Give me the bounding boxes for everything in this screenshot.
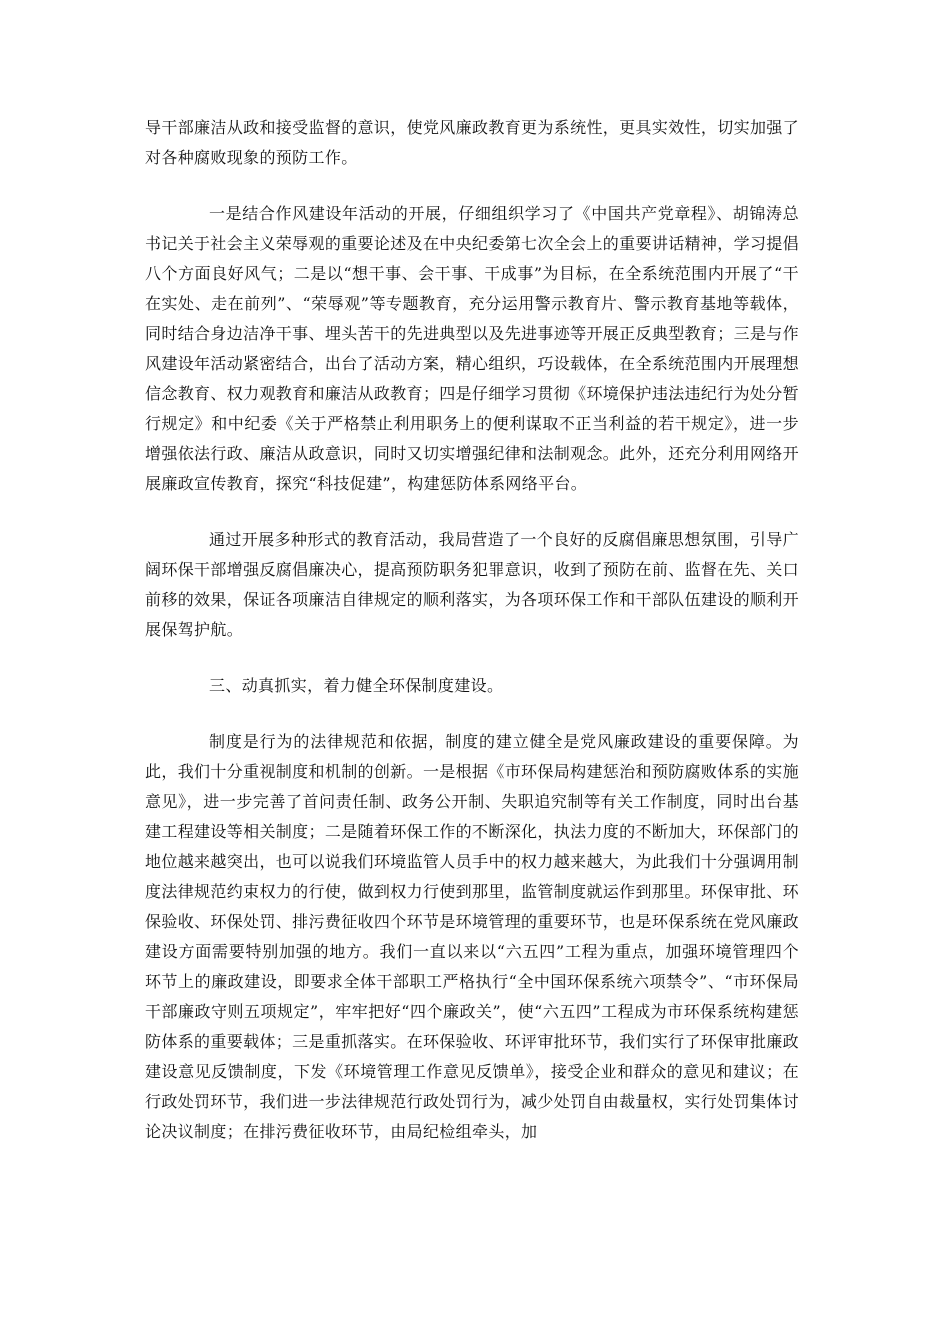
section-heading: 三、动真抓实，着力健全环保制度建设。 <box>209 676 504 695</box>
paragraph-education-results: 通过开展多种形式的教育活动，我局营造了一个良好的反腐倡廉思想氛围，引导广阔环保干部增强反腐倡廉决心，提高预防职务犯罪意识，收到了预防在前、监督在先、关口前移的效果，保证各项廉洁自律规定的顺利落实，为各项环保工作和干部队伍建设的顺利开展保驾护航。 <box>145 530 800 639</box>
paragraph-continuation: 导干部廉洁从政和接受监督的意识，使党风廉政教育更为系统性，更具实效性，切实加强了对各种腐败现象的预防工作。 <box>145 118 800 167</box>
paragraph-education-measures: 一是结合作风建设年活动的开展，仔细组织学习了《中国共产党章程》、胡锦涛总书记关于社会主义荣辱观的重要论述及在中央纪委第七次全会上的重要讲话精神，学习提倡八个方面良好风气；二是以“想干事、会干事、干成事”为目标，在全系统范围内开展了“干在实处、走在前列”、“荣辱观”等专题教育，充分运用警示教育片、警示教育基地等载体，同时结合身边洁净干事、埋头苦干的先进典型以及先进事迹等开展正反典型教育；三是与作风建设年活动紧密结合，出台了活动方案，精心组织，巧设载体，在全系统范围内开展理想信念教育、权力观教育和廉洁从政教育；四是仔细学习贯彻《环境保护违法违纪行为处分暂行规定》和中纪委《关于严格禁止利用职务上的便利谋取不正当利益的若干规定》，进一步增强依法行政、廉洁从政意识，同时又切实增强纪律和法制观念。此外，还充分利用网络开展廉政宣传教育，探究“科技促建”，构建惩防体系网络平台。 <box>145 204 800 493</box>
document-page <box>145 113 799 1173</box>
paragraph-system-building: 制度是行为的法律规范和依据，制度的建立健全是党风廉政建设的重要保障。为此，我们十分重视制度和机制的创新。一是根据《市环保局构建惩治和预防腐败体系的实施意见》，进一步完善了首问责任制、政务公开制、失职追究制等有关工作制度，同时出台基建工程建设等相关制度；二是随着环保工作的不断深化，执法力度的不断加大，环保部门的地位越来越突出，也可以说我们环境监管人员手中的权力越来越大，为此我们十分强调用制度法律规范约束权力的行使，做到权力行使到那里，监管制度就运作到那里。环保审批、环保验收、环保处罚、排污费征收四个环节是环境管理的重要环节，也是环保系统在党风廉政建设方面需要特别加强的地方。我们一直以来以“六五四”工程为重点，加强环境管理四个环节上的廉政建设，即要求全体干部职工严格执行“全中国环保系统六项禁令”、“市环保局干部廉政守则五项规定”，牢牢把好“四个廉政关”，使“六五四”工程成为市环保系统构建惩防体系的重要载体；三是重抓落实。在环保验收、环评审批环节，我们实行了环保审批廉政建设意见反馈制度，下发《环境管理工作意见反馈单》，接受企业和群众的意见和建议；在行政处罚环节，我们进一步法律规范行政处罚行为，减少处罚自由裁量权，实行处罚集体讨论决议制度；在排污费征收环节，由局纪检组牵头，加 <box>145 732 800 1141</box>
